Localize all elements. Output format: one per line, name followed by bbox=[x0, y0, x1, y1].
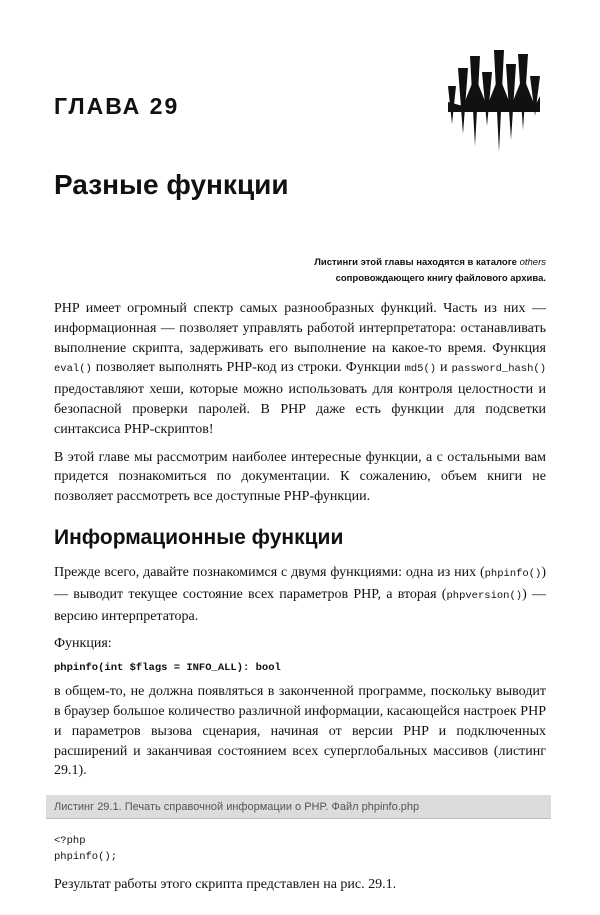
code-inline: phpversion() bbox=[446, 589, 523, 602]
note-text-2: сопровождающего книгу файлового архива. bbox=[335, 273, 546, 284]
note-directory: others bbox=[519, 257, 546, 268]
paragraph-intro: PHP имеет огромный спектр самых разнообразных функций. Часть из них — информационная — позволяет управлять работой интерпретатора: останавливать выполнение скрипта, задерживать его выполнение на какое-то время. Функция eval() позволяет выполнять PHP-код из строки. Функции md5() и password_hash() предоставляют хеши, которые можно использовать для контроля целостности и безопасной проверки паролей. В PHP даже есть функции для подсветки синтаксиса PHP-скриптов! bbox=[54, 301, 546, 437]
code-inline: md5() bbox=[404, 363, 437, 376]
code-inline: password_hash() bbox=[451, 363, 546, 376]
paragraph-result: Результат работы этого скрипта представлен на рис. 29.1. bbox=[54, 877, 397, 893]
chapter-logo-icon bbox=[446, 46, 548, 154]
paragraph-scope: В этой главе мы рассмотрим наиболее интересные функции, а с остальными вам придется познакомиться по документации. К сожалению, объем книги не позволяет рассмотреть все доступные PHP-функции. bbox=[54, 449, 546, 505]
chapter-title: Разные функции bbox=[54, 169, 289, 200]
code-line: phpinfo(); bbox=[54, 851, 118, 864]
code-line: <?php bbox=[54, 835, 86, 848]
section-heading: Информационные функции bbox=[54, 525, 344, 549]
listings-note bbox=[226, 255, 546, 287]
code-inline: phpinfo() bbox=[484, 567, 542, 580]
paragraph-phpinfo: в общем-то, не должна появляться в законченной программе, поскольку выводит в браузер большое количество различной информации, касающейся настроек PHP и параметров вызова сценария, начиная от версии PHP и подключенных расширений и заканчивая состоянием всех суперглобальных массивов (листинг 29.1). bbox=[54, 684, 546, 779]
function-label: Функция: bbox=[54, 636, 112, 652]
paragraph-info-functions: Прежде всего, давайте познакомимся с двумя функциями: одна из них (phpinfo()) — выводит текущее состояние всех параметров PHP, а вторая (phpversion()) — версию интерпретатора. bbox=[54, 564, 546, 624]
note-text: Листинги этой главы находятся в каталоге bbox=[314, 257, 520, 268]
chapter-number: ГЛАВА 29 bbox=[54, 93, 180, 119]
code-inline: eval() bbox=[54, 363, 92, 376]
function-signature: phpinfo(int $flags = INFO_ALL): bool bbox=[54, 662, 281, 675]
listing-caption: Листинг 29.1. Печать справочной информации о PHP. Файл phpinfo.php bbox=[46, 795, 551, 819]
